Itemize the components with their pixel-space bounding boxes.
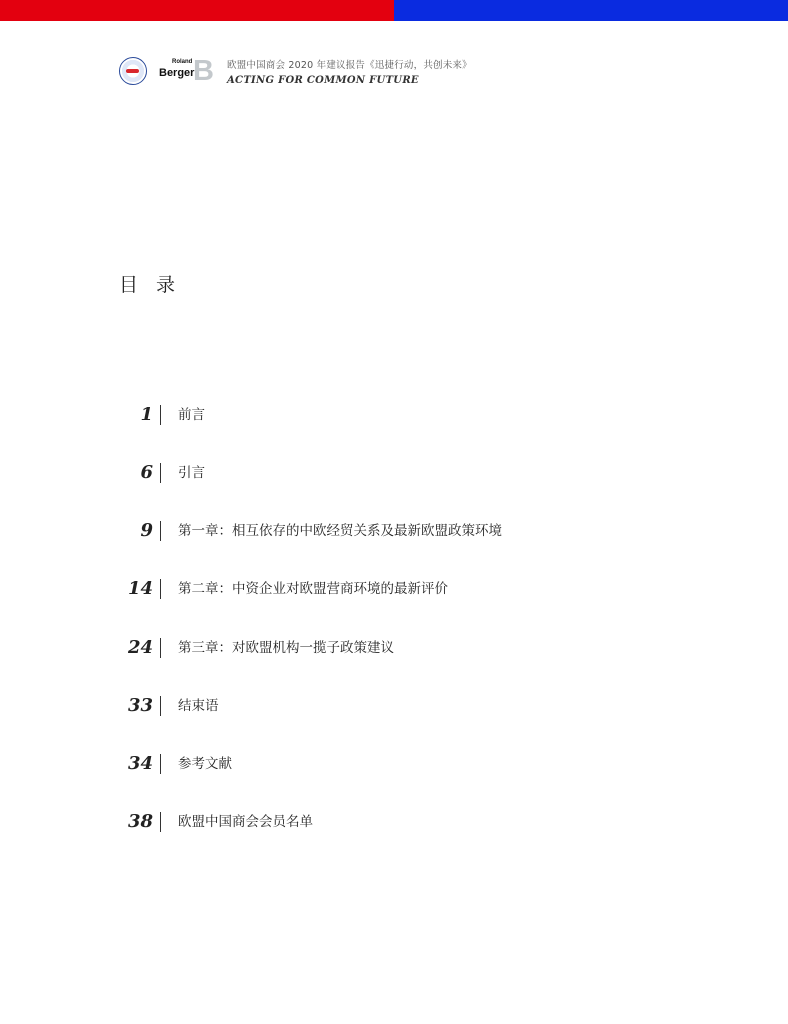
toc-page-number: 34	[127, 753, 153, 774]
toc-separator	[160, 696, 161, 716]
toc-page-number: 6	[140, 462, 153, 483]
toc-entry[interactable]	[0, 634, 788, 662]
toc-entry[interactable]	[0, 750, 788, 778]
toc-entry-label: 欧盟中国商会会员名单	[178, 814, 313, 830]
header-text	[227, 57, 472, 86]
toc-entry[interactable]	[0, 401, 788, 429]
toc-entry[interactable]	[0, 517, 788, 545]
toc-page-number: 9	[140, 520, 153, 541]
toc-separator	[160, 521, 161, 541]
toc-entry-label: 前言	[178, 407, 205, 423]
toc-entry[interactable]	[0, 808, 788, 836]
toc-entry[interactable]	[0, 459, 788, 487]
header-subtitle-en: ACTING FOR COMMON FUTURE	[227, 74, 419, 86]
toc-page-number: 38	[127, 811, 153, 832]
toc-separator	[160, 812, 161, 832]
toc-entry-label: 结束语	[178, 698, 219, 714]
chamber-seal-icon	[119, 57, 147, 85]
toc-entry-label: 第二章：中资企业对欧盟营商环境的最新评价	[178, 581, 448, 597]
toc-entry-label: 第一章：相互依存的中欧经贸关系及最新欧盟政策环境	[178, 523, 502, 539]
toc-separator	[160, 638, 161, 658]
roland-berger-logo	[159, 56, 213, 86]
logo-roland-text: Roland	[172, 59, 193, 65]
header-subtitle-cn: 欧盟中国商会 2020 年建议报告《迅捷行动，共创未来》	[227, 59, 472, 71]
toc-page-number: 33	[127, 695, 153, 716]
toc-entry-label: 引言	[178, 465, 205, 481]
toc-page-number: 14	[127, 578, 153, 599]
top-bar-blue	[394, 0, 788, 21]
toc-entry-label: 参考文献	[178, 756, 232, 772]
logo-b-mark: B	[193, 55, 214, 87]
top-bar-red	[0, 0, 394, 21]
toc-page-number: 24	[127, 637, 153, 658]
toc-title: 目 录	[119, 274, 182, 296]
toc-separator	[160, 754, 161, 774]
toc-separator	[160, 405, 161, 425]
toc-entry-label: 第三章：对欧盟机构一揽子政策建议	[178, 640, 394, 656]
toc-separator	[160, 463, 161, 483]
toc-entry[interactable]	[0, 692, 788, 720]
logo-berger-text: Berger	[159, 67, 195, 79]
toc-separator	[160, 579, 161, 599]
toc-entry[interactable]	[0, 575, 788, 603]
top-color-bar	[0, 0, 788, 21]
toc-page-number: 1	[140, 404, 153, 425]
page-header	[119, 55, 472, 87]
